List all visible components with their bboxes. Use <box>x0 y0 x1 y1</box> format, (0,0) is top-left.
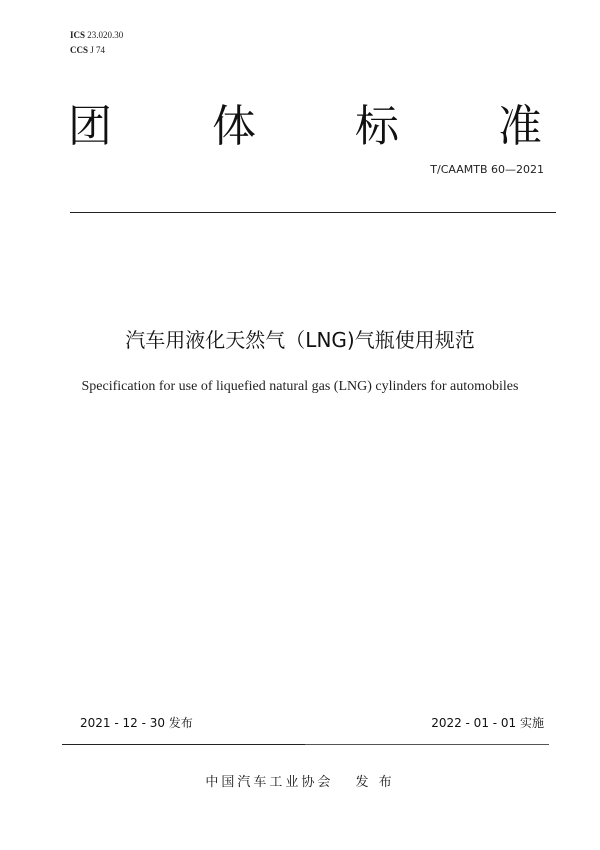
ccs-value: J 74 <box>90 45 106 55</box>
publisher-action: 发 布 <box>355 775 395 790</box>
title-char-2: 体 <box>212 101 256 152</box>
issue-date: 2021 - 12 - 30 发布 <box>80 716 193 730</box>
top-divider <box>70 212 556 213</box>
publisher-name: 中国汽车工业协会 <box>205 775 334 790</box>
ics-label: ICS <box>70 30 86 40</box>
document-title-cn: 汽车用液化天然气（LNG)气瓶使用规范 <box>125 328 475 352</box>
ccs-code <box>70 45 105 56</box>
bottom-divider-left <box>62 744 305 745</box>
bottom-divider-right <box>305 744 549 745</box>
ics-value: 23.020.30 <box>87 30 124 40</box>
ics-code <box>70 30 123 41</box>
document-title-en: Specification for use of liquefied natural gas (LNG) cylinders for automobiles <box>81 379 519 394</box>
implement-date: 2022 - 01 - 01 实施 <box>431 716 544 730</box>
publisher-line <box>0 774 600 792</box>
ccs-label: CCS <box>70 45 89 55</box>
standard-number: T/CAAMTB 60—2021 <box>430 163 544 176</box>
title-char-3: 标 <box>355 101 399 152</box>
title-char-4: 准 <box>498 101 542 152</box>
title-char-1: 团 <box>68 101 112 152</box>
